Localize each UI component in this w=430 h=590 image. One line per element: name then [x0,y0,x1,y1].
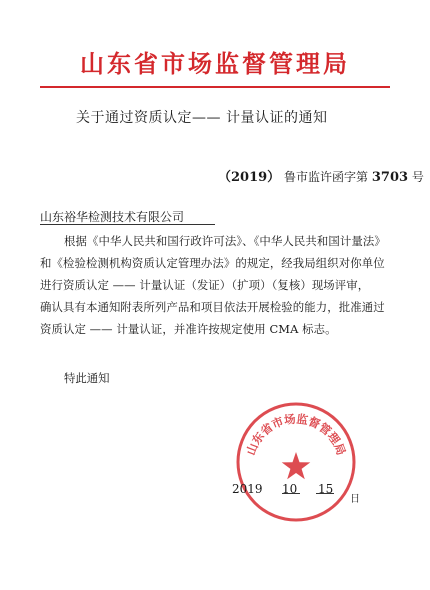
closing-phrase: 特此通知 [64,371,110,385]
notice-body [40,230,395,340]
date-day-unit: 日 [350,494,360,505]
body-line: 资质认定 —— 计量认证，并准许按规定使用 CMA 标志。 [40,322,337,336]
doc-year: （2019） [218,170,281,185]
issuer-title: 山东省市场监督管理局 [80,50,350,78]
body-line: 和《检验检测机构资质认定管理办法》的规定，经我局组织对你单位 [40,256,385,270]
body-line: 确认具有本通知附表所列产品和项目依法开展检验的能力，批准通过 [40,300,385,314]
body-line: 根据《中华人民共和国行政许可法》、《中华人民共和国计量法》 [64,234,386,248]
addressee-underline [40,224,215,225]
date-day: 15 [318,482,334,496]
doc-suffix: 号 [411,170,424,184]
seal-text: 山东省市场监督管理局 [243,411,349,458]
addressee: 山东裕华检测技术有限公司 [40,210,185,224]
header-divider [40,86,390,88]
doc-prefix: 鲁市监许函字第 [284,170,369,184]
month-underline [282,493,300,494]
star-icon [282,452,311,479]
official-seal [234,400,358,524]
date-month: 10 [282,482,298,496]
day-underline [316,493,334,494]
date-year: 2019 [232,482,263,496]
body-line: 进行资质认定 —— 计量认证（发证）（扩项）（复核）现场评审， [40,278,370,292]
notice-title: 关于通过资质认定—— 计量认证的通知 [76,110,328,126]
document-number [218,166,424,185]
doc-serial: 3703 [371,170,409,185]
